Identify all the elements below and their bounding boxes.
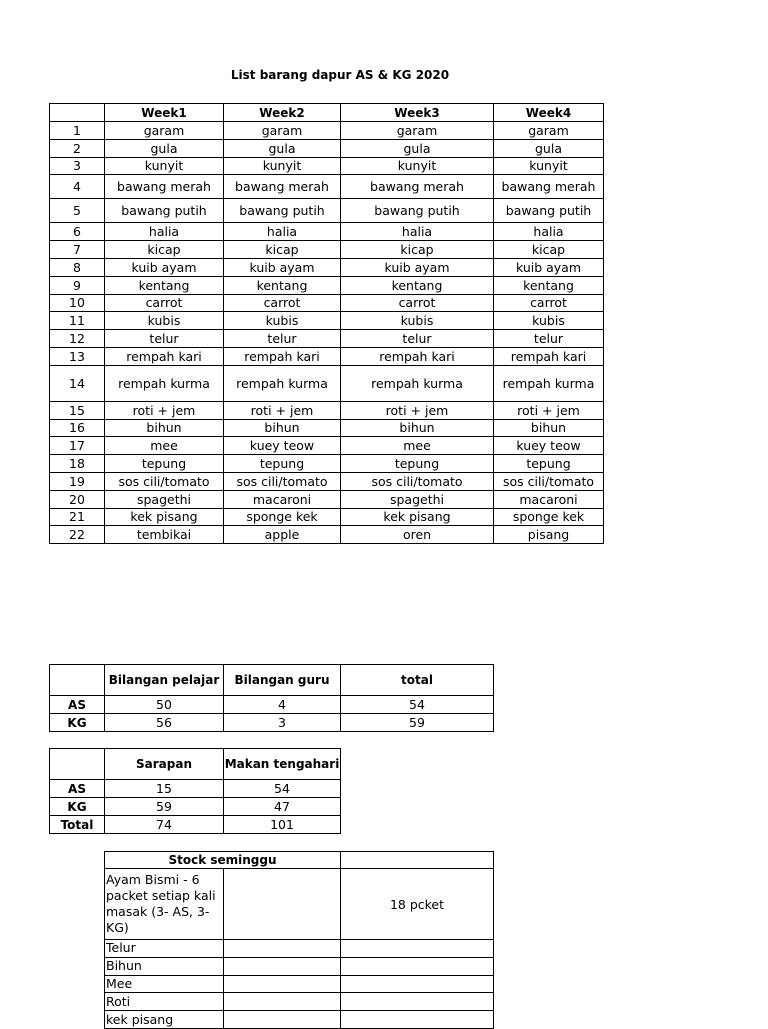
stock-header-row — [105, 852, 494, 869]
table-cell: rempah kari — [105, 347, 224, 365]
table-row — [50, 139, 604, 157]
table-row — [50, 276, 604, 294]
table-cell: bihun — [341, 419, 494, 437]
table-cell: 4 — [224, 696, 341, 714]
column-header: Sarapan — [105, 749, 224, 780]
row-number: 9 — [50, 276, 105, 294]
table-row — [105, 993, 494, 1011]
table-cell: 101 — [224, 816, 341, 834]
row-label: AS — [50, 780, 105, 798]
table-cell: halia — [494, 223, 604, 241]
table-cell: kicap — [105, 241, 224, 259]
row-number: 12 — [50, 330, 105, 348]
row-label: KG — [50, 798, 105, 816]
table-cell: kuey teow — [224, 437, 341, 455]
table-cell: kicap — [494, 241, 604, 259]
table-cell: gula — [494, 139, 604, 157]
table-row — [50, 526, 604, 544]
table-header-row — [50, 749, 341, 780]
table-cell — [224, 975, 341, 993]
row-number: 10 — [50, 294, 105, 312]
table-cell: bawang putih — [224, 199, 341, 223]
table-cell: tepung — [494, 455, 604, 473]
stock-item: Roti — [105, 993, 224, 1011]
row-number: 6 — [50, 223, 105, 241]
column-header — [50, 104, 105, 122]
row-label: AS — [50, 696, 105, 714]
table-row — [50, 401, 604, 419]
table-cell: halia — [105, 223, 224, 241]
table-cell: macaroni — [224, 490, 341, 508]
column-header: Week3 — [341, 104, 494, 122]
table-cell: pisang — [494, 526, 604, 544]
table-cell: garam — [224, 122, 341, 140]
table-cell: kuib ayam — [494, 258, 604, 276]
row-number: 5 — [50, 199, 105, 223]
table-header-row — [50, 665, 494, 696]
table-cell: 3 — [224, 714, 341, 732]
weekly-stock-table — [104, 851, 494, 1029]
table-cell: bihun — [105, 419, 224, 437]
table-cell: rempah kari — [224, 347, 341, 365]
table-cell: carrot — [341, 294, 494, 312]
table-row — [105, 957, 494, 975]
row-number: 18 — [50, 455, 105, 473]
table-cell: bawang putih — [105, 199, 224, 223]
table-cell: garam — [494, 122, 604, 140]
table-row — [105, 975, 494, 993]
table-cell: kunyit — [105, 157, 224, 175]
weekly-kitchen-list-table — [49, 103, 604, 544]
table-cell: roti + jem — [494, 401, 604, 419]
table-cell: kuib ayam — [224, 258, 341, 276]
table-cell: kentang — [105, 276, 224, 294]
table-cell: halia — [341, 223, 494, 241]
table-row — [105, 940, 494, 958]
table-row — [50, 223, 604, 241]
table-row — [50, 312, 604, 330]
stock-item: Telur — [105, 940, 224, 958]
column-header: total — [341, 665, 494, 696]
table-cell: macaroni — [494, 490, 604, 508]
table-cell: roti + jem — [224, 401, 341, 419]
stock-item: Mee — [105, 975, 224, 993]
column-header — [50, 749, 105, 780]
table-cell: rempah kurma — [224, 365, 341, 401]
table-row — [105, 869, 494, 940]
table-cell: kubis — [341, 312, 494, 330]
table-row — [50, 199, 604, 223]
table-cell: bihun — [224, 419, 341, 437]
table-cell: rempah kari — [341, 347, 494, 365]
stock-header: Stock seminggu — [105, 852, 341, 869]
row-number: 3 — [50, 157, 105, 175]
row-number: 2 — [50, 139, 105, 157]
table-row — [50, 157, 604, 175]
table-cell: telur — [341, 330, 494, 348]
table-cell: roti + jem — [105, 401, 224, 419]
table-cell: bihun — [494, 419, 604, 437]
table-cell: spagethi — [105, 490, 224, 508]
row-number: 7 — [50, 241, 105, 259]
table-cell: bawang merah — [494, 175, 604, 199]
table-row — [105, 1011, 494, 1029]
table-cell: sponge kek — [224, 508, 341, 526]
table-cell: spagethi — [341, 490, 494, 508]
table-row — [50, 816, 341, 834]
table-cell: bawang merah — [341, 175, 494, 199]
table-cell — [224, 869, 341, 940]
table-cell: carrot — [105, 294, 224, 312]
table-cell: 54 — [224, 780, 341, 798]
table-row — [50, 714, 494, 732]
page-title: List barang dapur AS & KG 2020 — [230, 68, 450, 82]
table-cell: rempah kurma — [494, 365, 604, 401]
table-cell: kek pisang — [341, 508, 494, 526]
table-cell: kek pisang — [105, 508, 224, 526]
table-cell: bawang putih — [494, 199, 604, 223]
row-number: 11 — [50, 312, 105, 330]
table-cell: oren — [341, 526, 494, 544]
stock-item: Bihun — [105, 957, 224, 975]
table-cell: halia — [224, 223, 341, 241]
table-row — [50, 780, 341, 798]
table-cell: kubis — [105, 312, 224, 330]
table-cell: rempah kurma — [105, 365, 224, 401]
table-row — [50, 455, 604, 473]
table-cell: tepung — [105, 455, 224, 473]
row-number: 15 — [50, 401, 105, 419]
column-header: Bilangan pelajar — [105, 665, 224, 696]
table-cell: kuib ayam — [341, 258, 494, 276]
table-cell: telur — [224, 330, 341, 348]
table-cell: kubis — [494, 312, 604, 330]
table-cell: gula — [341, 139, 494, 157]
row-label: Total — [50, 816, 105, 834]
table-row — [50, 490, 604, 508]
stock-item: Ayam Bismi - 6 packet setiap kali masak (3- AS, 3-KG) — [105, 869, 224, 940]
table-row — [50, 508, 604, 526]
table-cell — [341, 975, 494, 993]
table-cell: rempah kurma — [341, 365, 494, 401]
table-cell: kunyit — [341, 157, 494, 175]
table-cell: telur — [105, 330, 224, 348]
table-cell: kunyit — [224, 157, 341, 175]
row-number: 19 — [50, 472, 105, 490]
table-cell: kuey teow — [494, 437, 604, 455]
stock-value: 18 pcket — [341, 869, 494, 940]
table-cell: 47 — [224, 798, 341, 816]
table-cell: kentang — [224, 276, 341, 294]
row-number: 21 — [50, 508, 105, 526]
column-header: Week2 — [224, 104, 341, 122]
table-cell — [224, 1011, 341, 1029]
table-cell: mee — [341, 437, 494, 455]
table-cell: sponge kek — [494, 508, 604, 526]
row-number: 4 — [50, 175, 105, 199]
table-cell: tepung — [341, 455, 494, 473]
table-cell: 59 — [105, 798, 224, 816]
table-cell — [224, 957, 341, 975]
table-row — [50, 122, 604, 140]
column-header: Week1 — [105, 104, 224, 122]
table-cell: roti + jem — [341, 401, 494, 419]
table-row — [50, 258, 604, 276]
table-cell: 15 — [105, 780, 224, 798]
table-cell: carrot — [224, 294, 341, 312]
column-header: Week4 — [494, 104, 604, 122]
table-cell: gula — [224, 139, 341, 157]
table-row — [50, 798, 341, 816]
table-row — [50, 419, 604, 437]
table-cell: bawang merah — [105, 175, 224, 199]
table-row — [50, 241, 604, 259]
table-cell — [341, 957, 494, 975]
table-row — [50, 294, 604, 312]
headcount-table — [49, 664, 494, 732]
table-cell: apple — [224, 526, 341, 544]
table-cell: garam — [105, 122, 224, 140]
table-row — [50, 347, 604, 365]
table-cell: 56 — [105, 714, 224, 732]
table-cell: mee — [105, 437, 224, 455]
column-header: Makan tengahari — [224, 749, 341, 780]
table-cell — [341, 1011, 494, 1029]
row-number: 22 — [50, 526, 105, 544]
row-number: 1 — [50, 122, 105, 140]
table-cell: tepung — [224, 455, 341, 473]
row-label: KG — [50, 714, 105, 732]
table-cell: kentang — [494, 276, 604, 294]
table-cell — [341, 993, 494, 1011]
table-cell: bawang merah — [224, 175, 341, 199]
column-header: Bilangan guru — [224, 665, 341, 696]
table-cell: sos cili/tomato — [224, 472, 341, 490]
table-cell: kicap — [224, 241, 341, 259]
table-cell: kicap — [341, 241, 494, 259]
table-cell: kubis — [224, 312, 341, 330]
table-cell: kentang — [341, 276, 494, 294]
stock-item: kek pisang — [105, 1011, 224, 1029]
table-cell: 54 — [341, 696, 494, 714]
table-cell: 59 — [341, 714, 494, 732]
table-cell: rempah kari — [494, 347, 604, 365]
table-cell: 74 — [105, 816, 224, 834]
row-number: 16 — [50, 419, 105, 437]
table-cell: telur — [494, 330, 604, 348]
row-number: 14 — [50, 365, 105, 401]
table-cell — [224, 940, 341, 958]
table-header-row — [50, 104, 604, 122]
table-cell: gula — [105, 139, 224, 157]
table-cell — [341, 940, 494, 958]
table-row — [50, 365, 604, 401]
table-row — [50, 175, 604, 199]
row-number: 13 — [50, 347, 105, 365]
table-cell: carrot — [494, 294, 604, 312]
table-row — [50, 472, 604, 490]
table-cell: tembikai — [105, 526, 224, 544]
table-row — [50, 696, 494, 714]
row-number: 8 — [50, 258, 105, 276]
table-cell: bawang putih — [341, 199, 494, 223]
table-cell: garam — [341, 122, 494, 140]
row-number: 20 — [50, 490, 105, 508]
row-number: 17 — [50, 437, 105, 455]
table-cell: 50 — [105, 696, 224, 714]
table-cell: kunyit — [494, 157, 604, 175]
column-header — [50, 665, 105, 696]
table-cell: sos cili/tomato — [494, 472, 604, 490]
table-cell — [224, 993, 341, 1011]
table-cell — [341, 852, 494, 869]
table-cell: sos cili/tomato — [341, 472, 494, 490]
table-row — [50, 330, 604, 348]
meals-table — [49, 748, 341, 834]
table-cell: kuib ayam — [105, 258, 224, 276]
table-cell: sos cili/tomato — [105, 472, 224, 490]
table-row — [50, 437, 604, 455]
